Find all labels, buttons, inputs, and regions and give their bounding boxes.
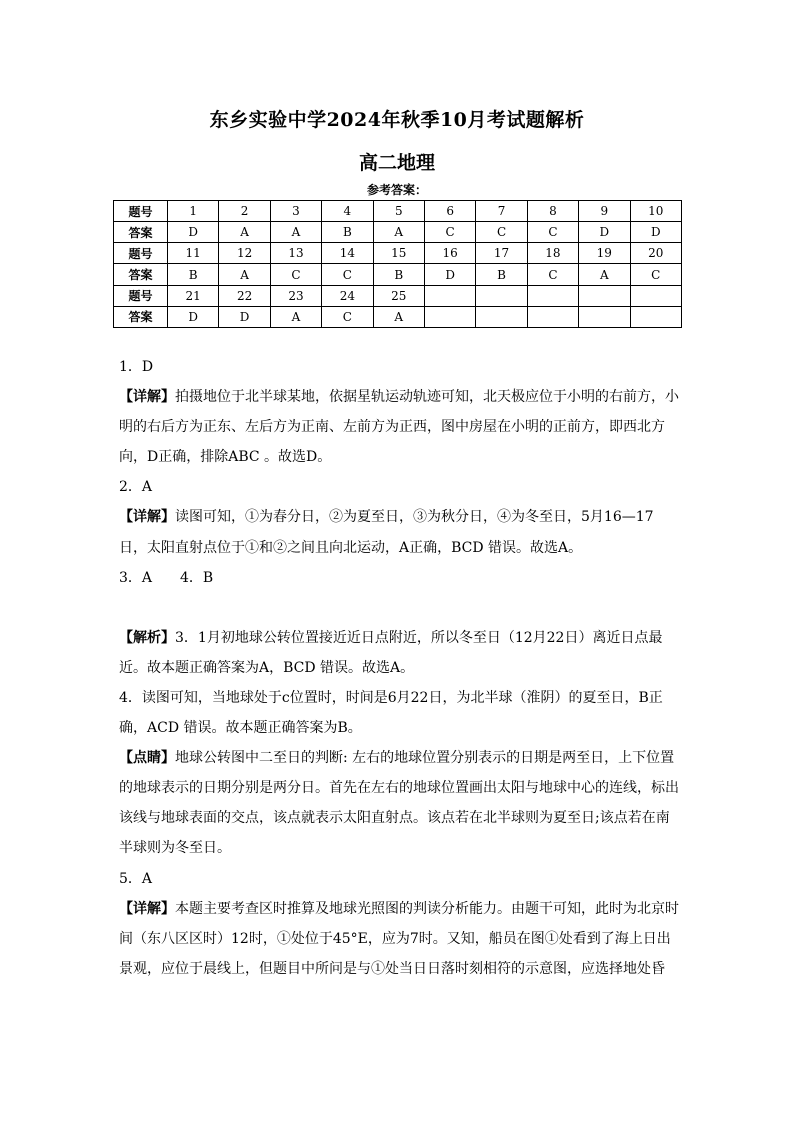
document-subtitle: 高二地理 [358, 152, 435, 174]
table-cell: D [219, 306, 270, 327]
row-header: 答案 [114, 222, 168, 243]
table-cell: 5 [373, 201, 424, 222]
table-cell: 1 [168, 201, 219, 222]
table-cell [424, 285, 475, 306]
table-cell: 25 [373, 285, 424, 306]
table-cell: 22 [219, 285, 270, 306]
table-cell [579, 306, 630, 327]
table-cell [630, 285, 681, 306]
table-cell: 3 [270, 201, 321, 222]
table-cell: A [579, 264, 630, 285]
table-cell: D [168, 222, 219, 243]
row-header: 题号 [114, 285, 168, 306]
table-cell: 8 [527, 201, 578, 222]
table-cell: 21 [168, 285, 219, 306]
table-cell: 11 [168, 243, 219, 264]
table-cell: B [322, 222, 373, 243]
q4-note-tag: 【点睛】 [119, 750, 175, 767]
table-cell: 17 [476, 243, 527, 264]
q5-tag: 【详解】 [119, 900, 175, 917]
table-cell: 14 [322, 243, 373, 264]
answer-table [113, 200, 682, 328]
q3-q4-heading: 3．A 4．B [119, 569, 214, 586]
table-cell: 13 [270, 243, 321, 264]
table-cell: 7 [476, 201, 527, 222]
document-title: 东乡实验中学2024年秋季10月考试题解析 [209, 109, 585, 131]
table-cell: 20 [630, 243, 681, 264]
table-cell: 12 [219, 243, 270, 264]
q2-tag: 【详解】 [119, 509, 175, 526]
table-cell [424, 306, 475, 327]
answer-table-row [114, 243, 682, 264]
q34-tag: 【解析】 [119, 629, 175, 646]
table-cell: C [630, 264, 681, 285]
table-cell: A [270, 306, 321, 327]
table-cell [527, 306, 578, 327]
reference-answer-label: 参考答案： [366, 183, 427, 197]
q2-explanation [119, 502, 679, 562]
table-cell: C [270, 264, 321, 285]
row-header: 答案 [114, 306, 168, 327]
table-cell: 4 [322, 201, 373, 222]
table-cell: 9 [579, 201, 630, 222]
answer-table-row [114, 222, 682, 243]
table-cell: D [168, 306, 219, 327]
table-cell: D [579, 222, 630, 243]
table-cell: C [527, 264, 578, 285]
table-cell: C [322, 264, 373, 285]
q1-explanation [119, 382, 679, 472]
table-cell: 15 [373, 243, 424, 264]
table-cell: 23 [270, 285, 321, 306]
table-cell: 18 [527, 243, 578, 264]
table-cell: 2 [219, 201, 270, 222]
table-cell: B [476, 264, 527, 285]
table-cell: A [373, 306, 424, 327]
q4-explanation: 4．读图可知，当地球处于c位置时，时间是6月22日，为北半球（淮阴）的夏至日，B正确，ACD 错误。故本题正确答案为B。 [119, 689, 663, 737]
table-cell: A [219, 222, 270, 243]
row-header: 题号 [114, 243, 168, 264]
q3-explanation [119, 623, 679, 683]
table-cell: 16 [424, 243, 475, 264]
spacer [119, 593, 679, 623]
table-cell: C [527, 222, 578, 243]
q3-text: 3．1月初地球公转位置接近近日点附近，所以冬至日（12月22日）离近日点最近。故本题正确答案为A，BCD 错误。故选A。 [119, 629, 663, 676]
q4-note [119, 743, 679, 863]
table-cell: C [424, 222, 475, 243]
table-cell [630, 306, 681, 327]
table-cell: D [630, 222, 681, 243]
table-cell: 10 [630, 201, 681, 222]
q4-note-text: 地球公转图中二至日的判断: 左右的地球位置分别表示的日期是两至日，上下位置的地球表示的日期分别是两分日。首先在左右的地球位置画出太阳与地球中心的连线，标出该线与地球表面的交点，该点就表示太阳直射点。该点若在北半球则为夏至日;该点若在南半球则为冬至日。 [119, 750, 679, 857]
q2-text: 读图可知，①为春分日，②为夏至日，③为秋分日，④为冬至日，5月16—17日，太阳直射点位于①和②之间且向北运动，A正确，BCD 错误。故选A。 [119, 509, 654, 556]
table-cell: 19 [579, 243, 630, 264]
q1-tag: 【详解】 [119, 389, 175, 406]
q5-text: 本题主要考查区时推算及地球光照图的判读分析能力。由题干可知，此时为北京时间（东八区区时）12时，①处位于45°E，应为7时。又知，船员在图①处看到了海上日出景观，应位于晨线上，但题目中所问是与①处当日日落时刻相符的示意图，应选择地处昏 [119, 900, 679, 977]
table-cell: A [270, 222, 321, 243]
q5-heading: 5．A [119, 870, 153, 887]
table-cell: B [373, 264, 424, 285]
table-cell [476, 306, 527, 327]
table-cell: B [168, 264, 219, 285]
row-header: 题号 [114, 201, 168, 222]
table-cell: 6 [424, 201, 475, 222]
q5-explanation [119, 894, 679, 984]
q2-heading: 2．A [119, 479, 153, 496]
answer-table-row [114, 264, 682, 285]
table-cell: 24 [322, 285, 373, 306]
answer-table-row [114, 201, 682, 222]
answer-table-row [114, 306, 682, 327]
q1-text: 拍摄地位于北半球某地，依据星轨运动轨迹可知，北天极应位于小明的右前方，小明的右后方为正东、左后方为正南、左前方为正西，图中房屋在小明的正前方，即西北方向，D正确，排除ABC 。故选D。 [119, 389, 679, 466]
table-cell: C [476, 222, 527, 243]
table-cell [579, 285, 630, 306]
table-cell: C [322, 306, 373, 327]
row-header: 答案 [114, 264, 168, 285]
q1-heading: 1．D [119, 359, 154, 375]
table-cell: A [219, 264, 270, 285]
table-cell: D [424, 264, 475, 285]
answer-table-row [114, 285, 682, 306]
table-cell [476, 285, 527, 306]
table-cell [527, 285, 578, 306]
table-cell: A [373, 222, 424, 243]
explanation-section [119, 352, 679, 984]
